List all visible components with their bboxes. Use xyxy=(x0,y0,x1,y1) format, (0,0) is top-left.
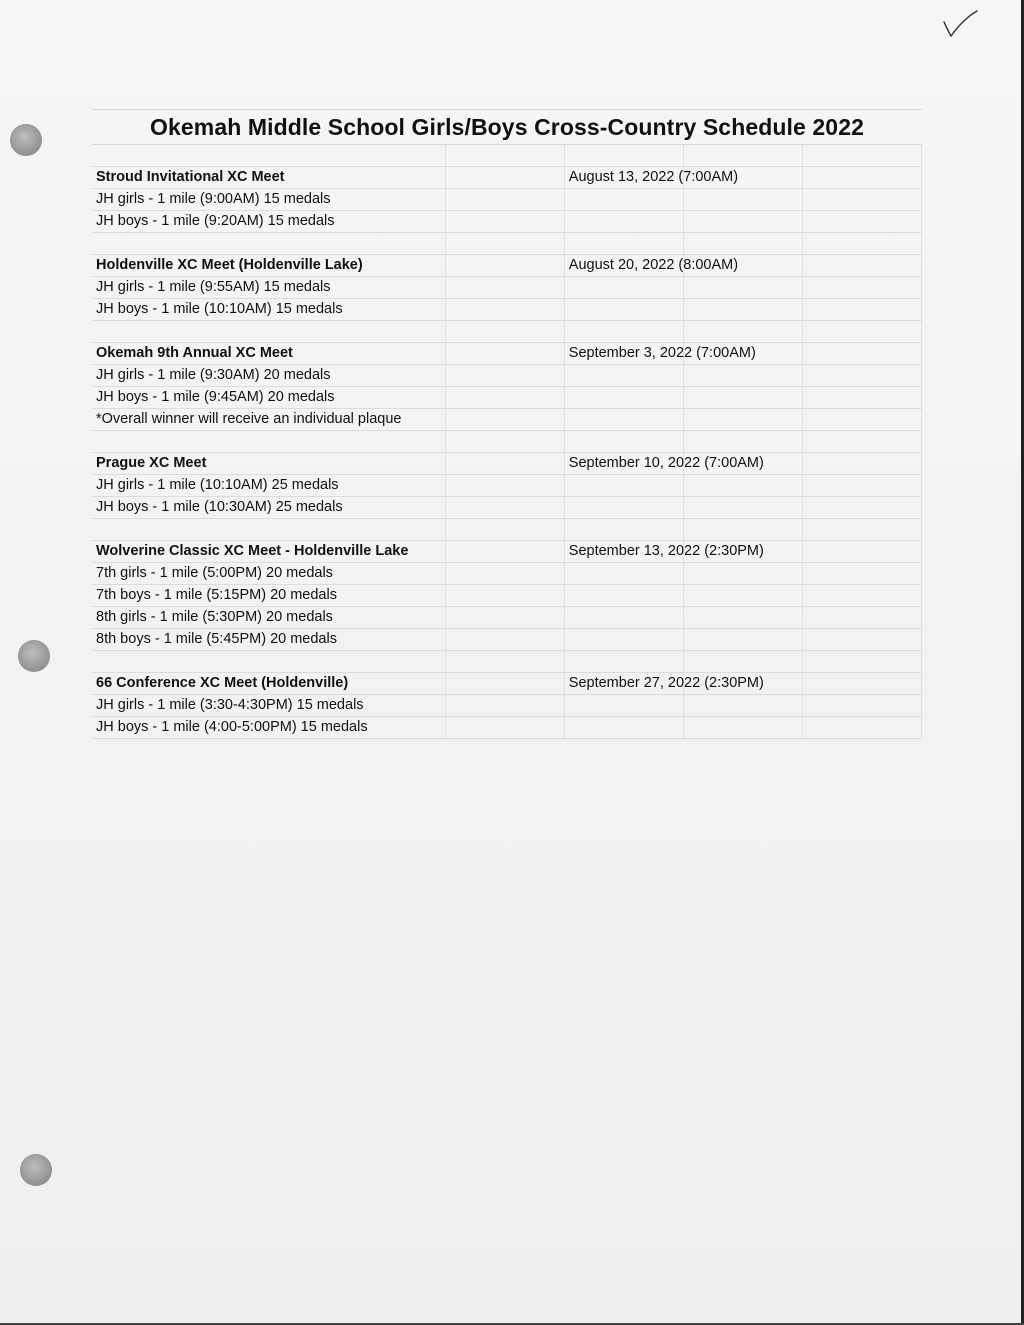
cell-c5 xyxy=(802,277,921,299)
cell-c4 xyxy=(683,651,802,673)
cell-c2 xyxy=(445,321,564,343)
cell-c3 xyxy=(564,563,683,585)
cell-c4 xyxy=(683,475,802,497)
event-description: JH boys - 1 mile (10:30AM) 25 medals xyxy=(92,497,445,519)
cell-c3 xyxy=(564,519,683,541)
cell-c5 xyxy=(802,475,921,497)
cell-c1 xyxy=(92,145,445,167)
event-description: 7th girls - 1 mile (5:00PM) 20 medals xyxy=(92,563,445,585)
cell-c2 xyxy=(445,475,564,497)
cell-c3 xyxy=(564,717,683,739)
cell-c2 xyxy=(445,145,564,167)
page-title: Okemah Middle School Girls/Boys Cross-Country Schedule 2022 xyxy=(92,110,922,145)
cell-c2 xyxy=(445,211,564,233)
cell-c1 xyxy=(92,651,445,673)
handwritten-checkmark-icon xyxy=(940,8,980,42)
cell-c1 xyxy=(92,431,445,453)
event-row xyxy=(92,497,922,519)
cell-c2 xyxy=(445,453,564,475)
cell-c3 xyxy=(564,211,683,233)
cell-c2 xyxy=(445,233,564,255)
cell-c3 xyxy=(564,497,683,519)
event-description: JH girls - 1 mile (3:30-4:30PM) 15 medals xyxy=(92,695,445,717)
cell-c1 xyxy=(92,233,445,255)
cell-c2 xyxy=(445,519,564,541)
cell-c3 xyxy=(564,629,683,651)
event-row xyxy=(92,475,922,497)
cell-c2 xyxy=(445,189,564,211)
schedule-body xyxy=(92,145,922,739)
cell-c5 xyxy=(802,299,921,321)
event-description: JH boys - 1 mile (9:20AM) 15 medals xyxy=(92,211,445,233)
cell-c2 xyxy=(445,651,564,673)
cell-c2 xyxy=(445,431,564,453)
cell-c5 xyxy=(802,453,921,475)
binder-hole-icon xyxy=(18,640,50,672)
cell-c5 xyxy=(802,343,921,365)
meet-date: September 13, 2022 (2:30PM) xyxy=(564,541,683,563)
cell-c4 xyxy=(683,717,802,739)
cell-c3 xyxy=(564,387,683,409)
cell-c5 xyxy=(802,673,921,695)
cell-c5 xyxy=(802,211,921,233)
event-description: JH boys - 1 mile (10:10AM) 15 medals xyxy=(92,299,445,321)
spacer-row xyxy=(92,321,922,343)
meet-date: September 3, 2022 (7:00AM) xyxy=(564,343,683,365)
event-row xyxy=(92,299,922,321)
cell-c5 xyxy=(802,629,921,651)
event-description: JH girls - 1 mile (9:00AM) 15 medals xyxy=(92,189,445,211)
spacer-row xyxy=(92,145,922,167)
meet-header-row xyxy=(92,343,922,365)
cell-c4 xyxy=(683,519,802,541)
cell-c2 xyxy=(445,629,564,651)
cell-c2 xyxy=(445,673,564,695)
cell-c5 xyxy=(802,387,921,409)
cell-c5 xyxy=(802,519,921,541)
meet-name: 66 Conference XC Meet (Holdenville) xyxy=(92,673,445,695)
cell-c4 xyxy=(683,585,802,607)
event-row xyxy=(92,695,922,717)
cell-c4 xyxy=(683,299,802,321)
cell-c5 xyxy=(802,189,921,211)
cell-c4 xyxy=(683,409,802,431)
binder-hole-icon xyxy=(10,124,42,156)
cell-c5 xyxy=(802,145,921,167)
cell-c5 xyxy=(802,585,921,607)
cell-c2 xyxy=(445,717,564,739)
cell-c3 xyxy=(564,233,683,255)
cell-c5 xyxy=(802,651,921,673)
cell-c4 xyxy=(683,497,802,519)
cell-c2 xyxy=(445,541,564,563)
cell-c3 xyxy=(564,189,683,211)
cell-c5 xyxy=(802,167,921,189)
cell-c3 xyxy=(564,695,683,717)
cell-c5 xyxy=(802,695,921,717)
cell-c2 xyxy=(445,343,564,365)
cell-c3 xyxy=(564,365,683,387)
spacer-row xyxy=(92,519,922,541)
cell-c2 xyxy=(445,167,564,189)
event-description: JH girls - 1 mile (10:10AM) 25 medals xyxy=(92,475,445,497)
event-description: JH boys - 1 mile (4:00-5:00PM) 15 medals xyxy=(92,717,445,739)
blank-page-area xyxy=(0,740,1024,1325)
meet-header-row xyxy=(92,255,922,277)
cell-c4 xyxy=(683,607,802,629)
cell-c2 xyxy=(445,365,564,387)
cell-c3 xyxy=(564,475,683,497)
schedule-sheet xyxy=(92,109,922,739)
cell-c5 xyxy=(802,497,921,519)
event-description: 8th girls - 1 mile (5:30PM) 20 medals xyxy=(92,607,445,629)
meet-date: September 10, 2022 (7:00AM) xyxy=(564,453,683,475)
cell-c4 xyxy=(683,189,802,211)
meet-header-row xyxy=(92,167,922,189)
cell-c1 xyxy=(92,321,445,343)
spacer-row xyxy=(92,651,922,673)
event-description: 8th boys - 1 mile (5:45PM) 20 medals xyxy=(92,629,445,651)
cell-c2 xyxy=(445,497,564,519)
event-description: 7th boys - 1 mile (5:15PM) 20 medals xyxy=(92,585,445,607)
cell-c4 xyxy=(683,387,802,409)
spacer-row xyxy=(92,431,922,453)
meet-date: September 27, 2022 (2:30PM) xyxy=(564,673,683,695)
event-row xyxy=(92,717,922,739)
event-row xyxy=(92,365,922,387)
cell-c2 xyxy=(445,409,564,431)
cell-c3 xyxy=(564,431,683,453)
cell-c4 xyxy=(683,629,802,651)
meet-name: Wolverine Classic XC Meet - Holdenville Lake xyxy=(92,541,445,563)
cell-c1 xyxy=(92,519,445,541)
cell-c5 xyxy=(802,607,921,629)
meet-name: Stroud Invitational XC Meet xyxy=(92,167,445,189)
cell-c2 xyxy=(445,695,564,717)
cell-c4 xyxy=(683,211,802,233)
cell-c4 xyxy=(683,145,802,167)
cell-c4 xyxy=(683,277,802,299)
event-row xyxy=(92,277,922,299)
event-row xyxy=(92,585,922,607)
cell-c3 xyxy=(564,145,683,167)
cell-c2 xyxy=(445,299,564,321)
cell-c5 xyxy=(802,717,921,739)
event-description: JH girls - 1 mile (9:55AM) 15 medals xyxy=(92,277,445,299)
cell-c2 xyxy=(445,277,564,299)
meet-name: Okemah 9th Annual XC Meet xyxy=(92,343,445,365)
meet-header-row xyxy=(92,541,922,563)
event-row xyxy=(92,387,922,409)
meet-name: Holdenville XC Meet (Holdenville Lake) xyxy=(92,255,445,277)
cell-c2 xyxy=(445,255,564,277)
cell-c4 xyxy=(683,233,802,255)
meet-name: Prague XC Meet xyxy=(92,453,445,475)
meet-header-row xyxy=(92,453,922,475)
cell-c3 xyxy=(564,409,683,431)
cell-c3 xyxy=(564,651,683,673)
cell-c4 xyxy=(683,563,802,585)
cell-c2 xyxy=(445,607,564,629)
event-row xyxy=(92,409,922,431)
event-description: JH girls - 1 mile (9:30AM) 20 medals xyxy=(92,365,445,387)
cell-c4 xyxy=(683,321,802,343)
meet-header-row xyxy=(92,673,922,695)
schedule-table xyxy=(92,145,922,739)
event-description: *Overall winner will receive an individual plaque xyxy=(92,409,445,431)
event-row xyxy=(92,629,922,651)
cell-c5 xyxy=(802,431,921,453)
meet-date: August 20, 2022 (8:00AM) xyxy=(564,255,683,277)
cell-c5 xyxy=(802,541,921,563)
cell-c4 xyxy=(683,431,802,453)
cell-c5 xyxy=(802,365,921,387)
meet-date: August 13, 2022 (7:00AM) xyxy=(564,167,683,189)
spacer-row xyxy=(92,233,922,255)
cell-c3 xyxy=(564,277,683,299)
cell-c5 xyxy=(802,563,921,585)
cell-c2 xyxy=(445,563,564,585)
cell-c2 xyxy=(445,387,564,409)
cell-c5 xyxy=(802,255,921,277)
cell-c4 xyxy=(683,365,802,387)
event-row xyxy=(92,563,922,585)
cell-c3 xyxy=(564,607,683,629)
cell-c5 xyxy=(802,409,921,431)
cell-c3 xyxy=(564,321,683,343)
cell-c5 xyxy=(802,233,921,255)
event-description: JH boys - 1 mile (9:45AM) 20 medals xyxy=(92,387,445,409)
event-row xyxy=(92,189,922,211)
cell-c5 xyxy=(802,321,921,343)
cell-c3 xyxy=(564,585,683,607)
event-row xyxy=(92,211,922,233)
cell-c3 xyxy=(564,299,683,321)
cell-c4 xyxy=(683,695,802,717)
event-row xyxy=(92,607,922,629)
cell-c2 xyxy=(445,585,564,607)
